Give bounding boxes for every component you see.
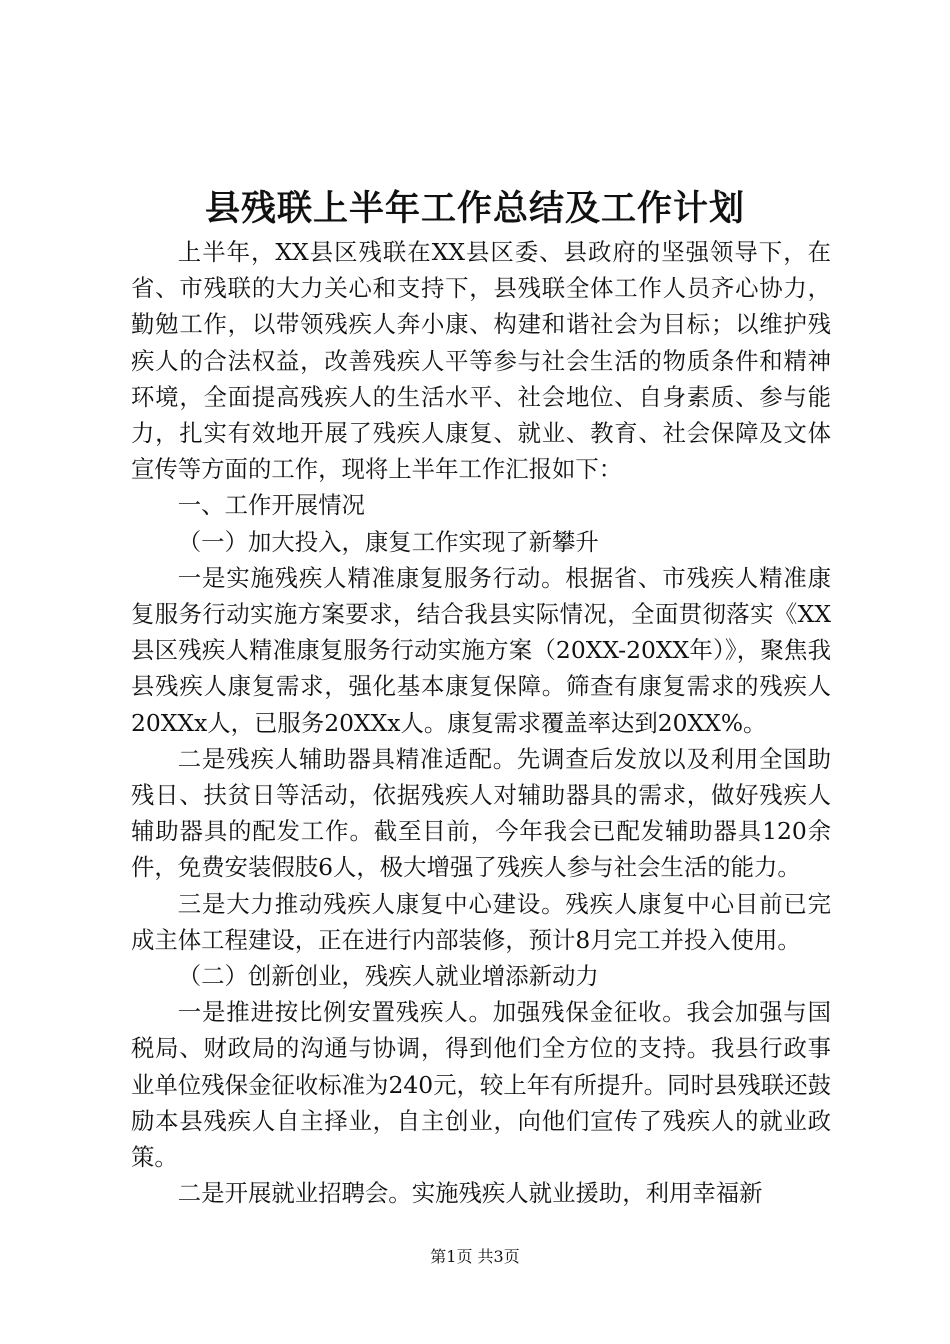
paragraph-rehab-2: 二是残疾人辅助器具精准适配。先调查后发放以及利用全国助残日、扶贫日等活动，依据残疾人对辅助器具的需求，做好残疾人辅助器具的配发工作。截至目前，今年我会已配发辅助器具120余件，免费安装假肢6人，极大增强了残疾人参与社会生活的能力。 xyxy=(131,744,831,882)
page-number-footer: 第1页 共3页 xyxy=(430,1247,520,1266)
section-heading-1: 一、工作开展情况 xyxy=(177,491,365,520)
paragraph-employment-1: 一是推进按比例安置残疾人。加强残保金征收。我会加强与国税局、财政局的沟通与协调，得到他们全方位的支持。我县行政事业单位残保金征收标准为240元，较上年有所提升。同时县残联还鼓励本县残疾人自主择业，自主创业，向他们宣传了残疾人的就业政策。 xyxy=(131,998,831,1172)
paragraph-employment-2: 二是开展就业招聘会。实施残疾人就业援助，利用幸福新 xyxy=(177,1179,763,1208)
subsection-heading-2: （二）创新创业，残疾人就业增添新动力 xyxy=(177,962,599,991)
document-body xyxy=(131,234,831,1211)
paragraph-rehab-1: 一是实施残疾人精准康复服务行动。根据省、市残疾人精准康复服务行动实施方案要求，结合我县实际情况，全面贯彻落实《XX县区残疾人精准康复服务行动实施方案（20XX-20XX年）》，聚焦我县残疾人康复需求，强化基本康复保障。筛查有康复需求的残疾人20XXx人，已服务20XXx人。康复需求覆盖率达到20XX%。 xyxy=(131,563,831,737)
subsection-heading-1: （一）加大投入，康复工作实现了新攀升 xyxy=(177,527,599,556)
document-title: 县残联上半年工作总结及工作计划 xyxy=(204,188,745,229)
paragraph-rehab-3: 三是大力推动残疾人康复中心建设。残疾人康复中心目前已完成主体工程建设，正在进行内部装修，预计8月完工并投入使用。 xyxy=(131,889,831,954)
paragraph-intro: 上半年，XX县区残联在XX县区委、县政府的坚强领导下，在省、市残联的大力关心和支持下，县残联全体工作人员齐心协力，勤勉工作，以带领残疾人奔小康、构建和谐社会为目标；以维护残疾人的合法权益，改善残疾人平等参与社会生活的物质条件和精神环境，全面提高残疾人的生活水平、社会地位、自身素质、参与能力，扎实有效地开展了残疾人康复、就业、教育、社会保障及文体宣传等方面的工作，现将上半年工作汇报如下： xyxy=(131,238,831,484)
